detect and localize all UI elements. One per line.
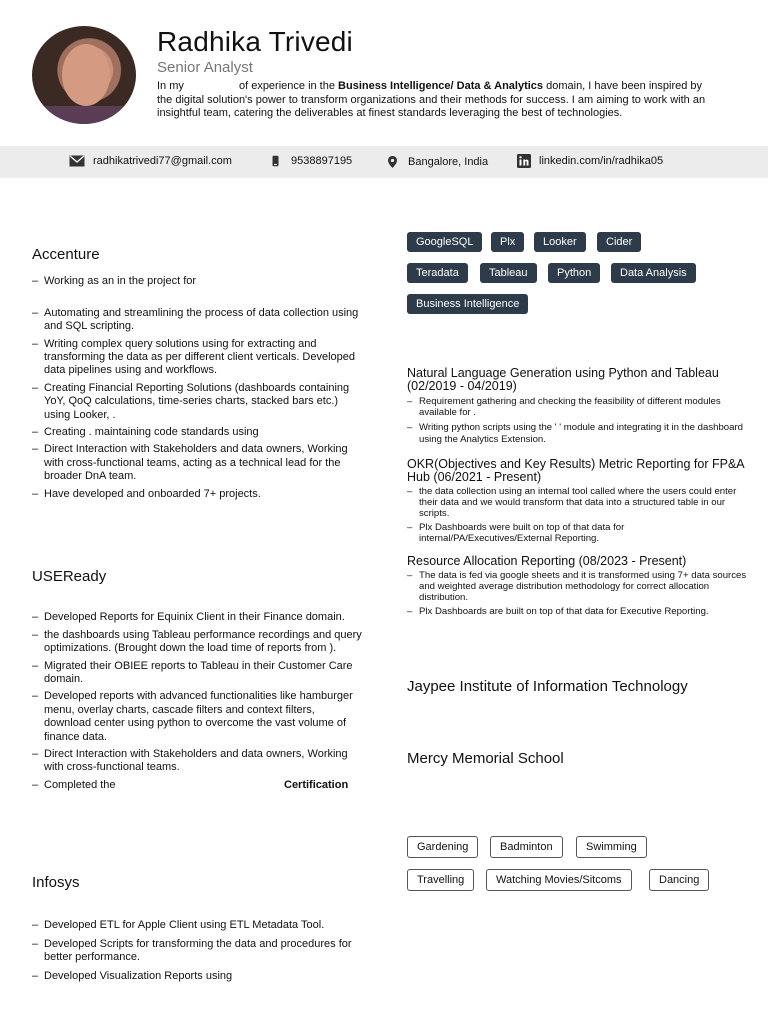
skill-tag: Tableau xyxy=(480,263,537,283)
project-title: OKR(Objectives and Key Results) Metric Reporting for FP&A Hub (06/2021 - Present) xyxy=(407,457,744,484)
contact-phone[interactable] xyxy=(271,154,352,168)
list-item: – Have developed and onboarded 7+ projects. xyxy=(32,488,362,501)
email-text: radhikatrivedi77@gmail.com xyxy=(93,155,232,167)
bullet-list xyxy=(407,486,747,544)
company-name: Accenture xyxy=(32,246,100,263)
phone-text: 9538897195 xyxy=(291,155,353,167)
bullet-list xyxy=(407,570,747,617)
list-item: – Plx Dashboards were built on top of that data for internal/PA/Executives/External Reporting. xyxy=(407,522,747,544)
hobby-tag: Travelling xyxy=(407,869,474,891)
location-text: Bangalore, India xyxy=(408,156,489,168)
list-item xyxy=(32,779,362,792)
phone-icon xyxy=(271,154,283,168)
contact-email[interactable] xyxy=(69,154,232,168)
cert-text: Completed the xyxy=(44,778,116,791)
bullet-list xyxy=(407,396,747,445)
list-item: – Creating . maintaining code standards using xyxy=(32,426,362,439)
skill-tag: Looker xyxy=(534,232,586,252)
skill-tag: Python xyxy=(548,263,600,283)
list-item: – Developed reports with advanced functionalities like hamburger menu, overlay charts, cascade filters and context filters, download center using python to overcome the vast volume of finance data. xyxy=(32,690,362,744)
hobby-tag: Swimming xyxy=(576,836,647,858)
list-item: – Developed ETL for Apple Client using ETL Metadata Tool. xyxy=(32,919,362,932)
bullet-list xyxy=(32,275,362,501)
experience-useready xyxy=(32,570,362,792)
list-item: – Creating Financial Reporting Solutions (dashboards containing YoY, QoQ calculations, time-series charts, stacked bars etc.) using Looker, . xyxy=(32,382,362,422)
location-pin-icon xyxy=(388,154,400,170)
skill-tag: Teradata xyxy=(407,263,468,283)
project-okr xyxy=(407,458,747,544)
experience-infosys xyxy=(32,876,362,983)
list-item: – The data is fed via google sheets and it is transformed using 7+ data sources and weighted average distribution methodology for correct allocation distribution. xyxy=(407,570,747,604)
list-item: – Developed Scripts for transforming the data and procedures for better performance. xyxy=(32,938,362,965)
summary-bold: Business Intelligence/ Data & Analytics xyxy=(338,80,544,92)
project-resource xyxy=(407,555,747,617)
summary-text-a: In my xyxy=(157,80,184,92)
list-item: – Working as an in the project for xyxy=(32,275,362,288)
list-item: – the data collection using an internal tool called where the users could enter their data and we would transform that data into a structured table in our scripts. xyxy=(407,486,747,520)
experience-accenture xyxy=(32,248,362,501)
list-item: – Plx Dashboards are built on top of that data for Executive Reporting. xyxy=(407,606,747,617)
skill-tag: Cider xyxy=(597,232,641,252)
list-item: – Writing complex query solutions using for extracting and transforming the data as per different client verticals. Developed data pipelines using and workflows. xyxy=(32,338,362,378)
list-item: – Migrated their OBIEE reports to Tableau in their Customer Care domain. xyxy=(32,660,362,687)
candidate-role: Senior Analyst xyxy=(157,59,253,76)
linkedin-icon xyxy=(517,154,531,168)
education-college: Jaypee Institute of Information Technology xyxy=(407,678,688,695)
contact-bar xyxy=(0,146,768,178)
summary-paragraph xyxy=(157,80,717,121)
list-item: – Requirement gathering and checking the feasibility of different modules available for . xyxy=(407,396,747,418)
hobby-tag: Gardening xyxy=(407,836,478,858)
project-title: Natural Language Generation using Python and Tableau xyxy=(407,366,719,380)
skill-tag: GoogleSQL xyxy=(407,232,482,252)
hobby-tag: Dancing xyxy=(649,869,709,891)
candidate-name: Radhika Trivedi xyxy=(157,26,353,57)
company-name: USEReady xyxy=(32,568,107,585)
list-item: – Automating and streamlining the process of data collection using and SQL scripting. xyxy=(32,307,362,334)
contact-location xyxy=(388,154,488,170)
skill-tag: Data Analysis xyxy=(611,263,696,283)
list-item: – the dashboards using Tableau performance recordings and query optimizations. (Brought down the load time of reports from ). xyxy=(32,629,362,656)
mail-icon xyxy=(69,154,85,168)
bullet-list xyxy=(32,611,362,792)
list-item: – Direct Interaction with Stakeholders and data owners, Working with cross-functional teams. xyxy=(32,748,362,775)
cert-word: Certification xyxy=(284,778,349,791)
list-item: – Direct Interaction with Stakeholders and data owners, Working with cross-functional teams, acting as a technical lead for the broader DnA team. xyxy=(32,443,362,483)
list-item: – Developed Reports for Equinix Client in their Finance domain. xyxy=(32,611,362,624)
summary-text-b: of experience in the xyxy=(238,80,335,92)
skill-tag: Plx xyxy=(491,232,524,252)
project-title: Resource Allocation Reporting (08/2023 - Present) xyxy=(407,554,687,568)
project-nlg xyxy=(407,367,747,445)
bullet-list xyxy=(32,919,362,983)
company-name: Infosys xyxy=(32,874,80,891)
education-school: Mercy Memorial School xyxy=(407,750,564,767)
profile-photo xyxy=(32,26,136,124)
skill-tag: Business Intelligence xyxy=(407,294,528,314)
list-item: – Developed Visualization Reports using xyxy=(32,970,362,983)
hobby-tag: Watching Movies/Sitcoms xyxy=(486,869,632,891)
list-item: – Writing python scripts using the ' ' module and integrating it in the dashboard using the Analytics Extension. xyxy=(407,422,747,444)
summary-text-c: domain, I have been inspired by the digital solution's power to transform organizations and their methods for success. I am aiming to work with an insightful team, catering the deliverables at finest standards leveraging the best of technologies. xyxy=(157,80,706,120)
hobby-tag: Badminton xyxy=(490,836,563,858)
linkedin-text: linkedin.com/in/radhika05 xyxy=(539,155,664,167)
project-dates: (02/2019 - 04/2019) xyxy=(407,379,517,393)
contact-linkedin[interactable] xyxy=(517,154,663,168)
